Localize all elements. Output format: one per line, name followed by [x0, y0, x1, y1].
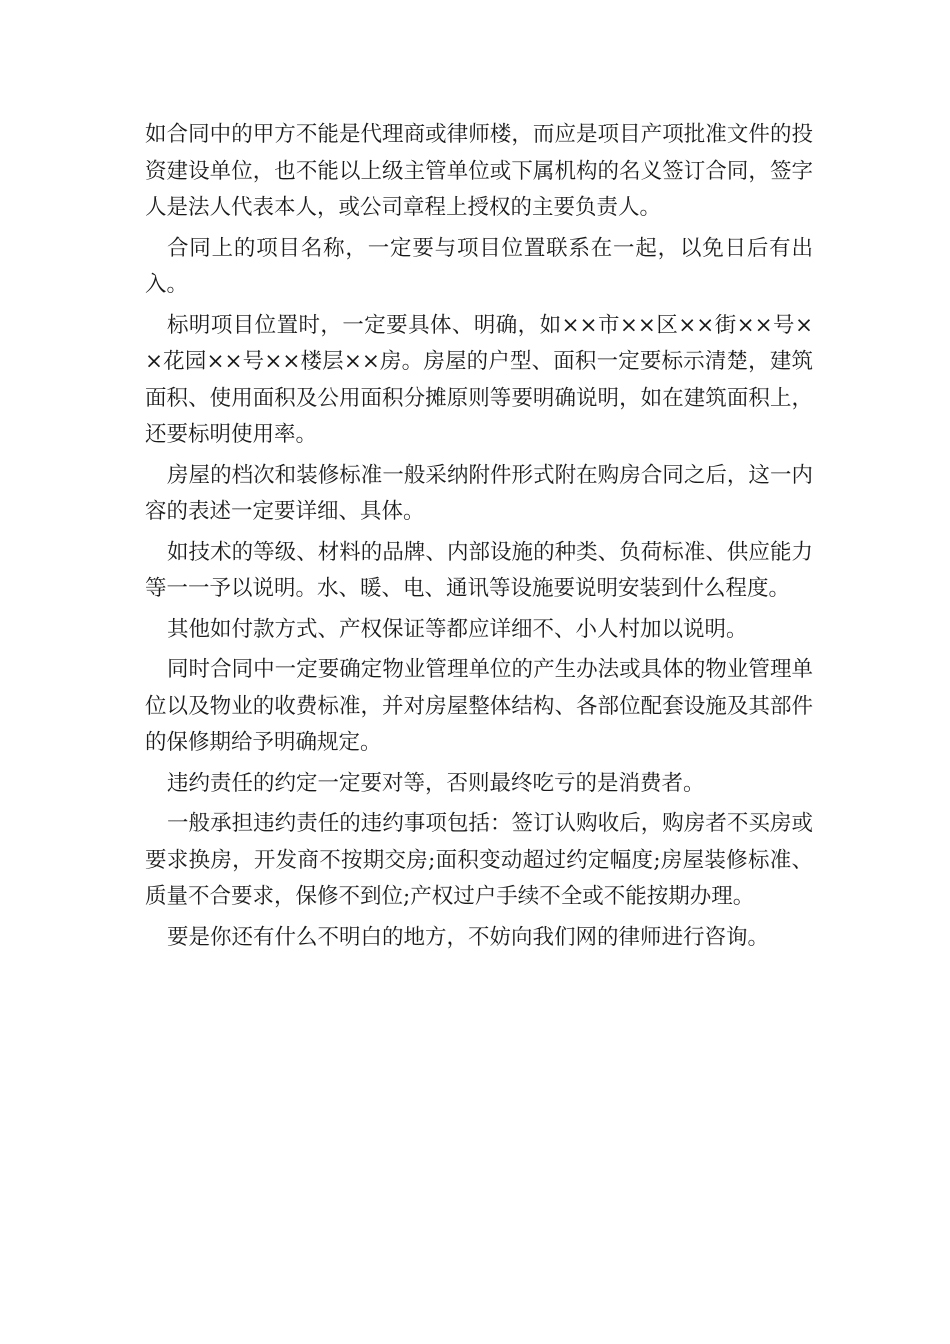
paragraph-project-name: 合同上的项目名称，一定要与项目位置联系在一起，以免日后有出入。	[145, 235, 813, 297]
paragraph-project-location: 标明项目位置时，一定要具体、明确，如××市××区××街××号××花园××号××楼层××房。房屋的户型、面积一定要标示清楚，建筑面积、使用面积及公用面积分摊原则等要明确说明，如在建筑面积上，还要标明使用率。	[145, 312, 813, 447]
document-body	[145, 117, 813, 960]
paragraph-party-a: 如合同中的甲方不能是代理商或律师楼，而应是项目产项批准文件的投资建设单位，也不能以上级主管单位或下属机构的名义签订合同，签字人是法人代表本人，或公司章程上授权的主要负责人。	[145, 122, 813, 220]
paragraph-liability: 违约责任的约定一定要对等，否则最终吃亏的是消费者。	[167, 770, 705, 796]
paragraph-decoration-standard: 房屋的档次和装修标准一般采纳附件形式附在购房合同之后，这一内容的表述一定要详细、具体。	[145, 462, 813, 524]
paragraph-consultation: 要是你还有什么不明白的地方，不妨向我们网的律师进行咨询。	[167, 924, 770, 950]
paragraph-breach-items: 一般承担违约责任的违约事项包括：签订认购收后，购房者不买房或要求换房，开发商不按期交房;面积变动超过约定幅度;房屋装修标准、质量不合要求，保修不到位;产权过户手续不全或不能按期办理。	[145, 811, 813, 909]
paragraph-technical-details: 如技术的等级、材料的品牌、内部设施的种类、负荷标准、供应能力等一一予以说明。水、暖、电、通讯等设施要说明安装到什么程度。	[145, 539, 813, 601]
paragraph-payment: 其他如付款方式、产权保证等都应详细不、小人村加以说明。	[167, 616, 748, 642]
paragraph-property-management: 同时合同中一定要确定物业管理单位的产生办法或具体的物业管理单位以及物业的收费标准，并对房屋整体结构、各部位配套设施及其部件的保修期给予明确规定。	[145, 657, 813, 755]
